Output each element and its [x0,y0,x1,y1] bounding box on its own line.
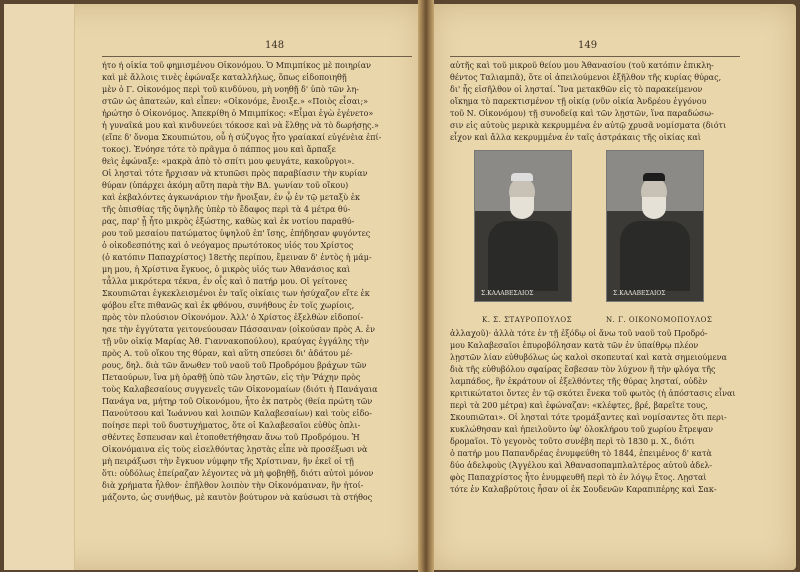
photo-caption-1: Κ. Σ. ΣΤΑΥΡΟΠΟΥΛΟΣ [482,316,573,324]
book-gutter [418,0,434,572]
right-page-body-text-bottom: ἀλλαχοῦ)· ἀλλὰ τότε ἐν τῇ ἐξόδῳ οἱ ἄνω τοῦ ναοῦ τοῦ Προδρό- μου Καλαβεσαῖοι ἐπυροβόλησαν κατὰ τῶν ἐν ὑπαίθρῳ πλέον λῃστῶν λίαν εὐθυβόλως ὡς καλοὶ σκοπευταί καὶ κατὰ σημειούμενα διὰ τῆς εὐθυβόλου σφαίρας ἔσβεσαν τὸν λύχνον ἢ τὴν φλόγα τῆς λαμπάδος, ἣν ἐκράτουν οἱ ἐξελθόντες τῆς θύρας λησταί, οὐδὲν κριτικώτατοι ὄντες ἐν τῷ σκότει ἕνεκα τοῦ φωτὸς (ἡ ἀπόστασις εἶναι περὶ τὰ 200 μέτρα) καὶ ἐφώναζαν: «κλέφτες, βρέ, βαρεῖτε τους, Σκουπιῶται». Οἱ λησταὶ τότε τρομάξαντες καὶ νομίσαντες ὅτι περι- κυκλώθησαν καὶ ἠπειλοῦντο ὑφ' ὁλοκλήρου τοῦ χωρίου ἔτρεψαν δρομαῖοι. Τὸ γεγονὸς τοῦτο συνέβη περὶ τὸ 1830 μ. Χ., διότι ὁ πατήρ μου Παπανδρέας ἐνυμφεύθη τὸ 1844, ἐπειμένος δ' κατὰ δύο ἀδελφοὺς (Ἀγγέλου καὶ Ἀθανασοπαμπλαλτέρος αὐτοῦ ἀδελ- φὸς Παπαχρίστος ἦτο ἐνυμφευθῆ περὶ τὸ ἐν λόγῳ ἔτος. Λῃσταὶ τότε ἐν Καλαβρύτοις ἦσαν οἱ ἐκ Σουδενῶν Καραπιπέρης καὶ Σακ- [450,329,736,494]
right-page-number: 149 [578,40,598,51]
left-page-number: 148 [265,40,285,51]
right-page-body-text-top: αὐτῆς καὶ τοῦ μικροῦ θείου μου Ἀθανασίου (τοῦ κατόπιν ἐπικλη- θέντος Ταλιαμπᾶ), ὅτε οἱ ἀπειλούμενοι ἐξῆλθον τῆς κυρίας θύρας, δι' ἧς εἰσῆλθον οἱ λησταί. Ἵνα μετακθῶν εἰς τὸ παρακείμενον οἴκημα τὸ παρεκτισμένον τῇ οἰκίᾳ (νῦν οἰκία Ἀνδρέου ἐγγόνου τοῦ Ν. Οἰκονόμου) τῇ συνοδείᾳ καὶ τῶν λῃστῶν, ἵνα παραδώσω- σιν εἰς αὐτοὺς μερικὰ κεκρυμμένα ἐν αὐτῷ χρυσᾶ νομίσματα (διότι εἶχον καὶ ἄλλα κεκρυμμένα ἐν ταῖς ἀστράκαις τῆς οἰκίας καὶ [450,61,727,142]
portrait-photo-2 [606,150,704,302]
photo-plate-label-2: Σ.ΚΑΛΑΒΕΣΑΙΟΣ [613,290,666,297]
portrait-photo-1 [474,150,572,302]
photo-caption-2: Ν. Γ. ΟΙΚΟΝΟΜΟΠΟΥΛΟΣ [606,316,713,324]
left-header-rule [102,56,412,57]
left-page-body-text: ήτο ή οἰκία τοῦ φημισμένου Οἰκονόμου. Ὁ Μπιμπίκος μὲ ποιηρίαν καὶ μὲ ἄλλοις τινὲς ἐφώναξε καταλλήλως, ὅπως εἰδοποιηθῇ μὲν ὁ Γ. Οἰκονόμος περὶ τοῦ κινδύνου, μὴ νοηθῇ δ' ὑπὸ τῶν λη- στῶν ὡς ἀπατεών, καὶ εἶπεν: «Οἰκονόμε, ἔνοιξε.» «Ποιὸς εἶσαι;» ἠρώτησ ὁ Οἰκονόμος. Ἀπεκρίθη ὁ Μπιμπίκος: «Εἶμαι ἐγὼ ἐγένετο» ἡ γυναῖκά μου καὶ κινδυνεύει τόκοσε καὶ νὰ ἔλθῃς νὰ τὸ δωρήσῃς.» (εἴπε δ' ὄνομα Σκουπιώτου, οὗ ἡ σύζυγος ἦτο γραίακαί εὐγένὲια ἐπί- τοκος). Ἐνόησε τότε τὸ πρᾶγμα ὁ πάππος μου καὶ ἅρπαξε θεὶς ἐφώναξε: «μακρὰ ἀπὸ τὸ σπίτι μου φευγάτε, κακοῦργοι». Οἱ λησταὶ τότε ἤρχισαν νὰ κτυπῶσι πρὸς παραβίασιν τὴν κυρίαν θύραν (ὑπάρχει ἀκόμη αὕτη παρὰ τὴν ΒΔ. γωνίαν τοῦ οἴκου) καὶ ἐκβαλόντες ἀγκωνάριον τὴν ἤνοιξαν, ἐν ᾧ ἐν τῷ μεταξὺ ἐκ τῆς ὀπισθίας τῆς ὄψηλῆς ὑπὲρ τὸ ἔδαφος περὶ τὰ 4 μέτρα θύ- ρας, παρ' ᾗ ἦτο μικρὸς ἐξώστης, καθὼς καὶ ἐκ νοτίου παραθύ- ρου τοῦ μεσαίου πατώματος ὑψηλοῦ ἐπ' ἴσης, ἐπήδησαν φυγόντες ὁ οἰκοδεσπότης καὶ ὁ νεόγαμος πρωτότοκος υἱός του Χρίστος (ὁ κατόπιν Παπαχρίστος) 18ετὴς περίπου, ἔμειναν δ' ἐντὸς ἡ μάμ- μη μου, ἡ Χρίστινα ἔγκυος, ὁ μικρὸς υἱός των Ἀθανάσιος καὶ τἆλλα μικρότερα τέκνα, ἐν οἷς καὶ ὁ πατήρ μου. Οἱ γείτονες Σκουπιῶται ἐγκεκλεισμένοι ἐν ταῖς οἰκίαις των ἠσύχαζον εἴτε ἐκ φόβου εἴτε πιθανῶς καὶ ἐκ φθόνου, συνήθους ἐν τοῖς χωρίοις, πρὸς τὸν πλούσιον Οἰκονόμον. Ἀλλ' ὁ Χρίστος ἐξελθὼν εἰδοποί- ησε τὴν ἐγγύτατα γειτονεύουσαν Πάσσαιναν (οἰκούσαν πρὸς Α. ἐν τῇ νῦν οἰκίᾳ Μαρίας Ἀθ. Γιαννακοπούλου), κραύγας ἐγγάλης τὴν πρὸς Α. τοῦ οἴκου της θύραν, καὶ αὕτη σπεύσει δι' ἀδάτου μέ- ρους, δηλ. διὰ τῶν ἄνωθεν τοῦ ναοῦ τοῦ Προδρόμου βράχων τῶν Πεταούρων, ἵνα μὴ ὁραθῇ ὑπὸ τῶν ληστῶν, εἰς τὴν Ῥάχην πρὸς τοὺς Καλαβεσαίους συγγενεῖς τῶν Οἰκονομαίων (διότι ἡ Πανάγαια Πανάγα να, μήτηρ τοῦ Οἰκονόμου, ἦτο ἐκ πατρὸς (θεία πρώτη τῶν Πανούτσου καὶ Ἰωάννου καὶ λοιπῶν Καλαβεσαίων) καὶ τοὺς εἰδο- ποίησε περὶ τοῦ δυστυχήματος, ὅτε οἱ Καλαβεσαῖοι εὐθὺς ὁπλι- σθέντες ἔσπευσαν καὶ ἐτοποθετήθησαν ἄνω τοῦ Προδρόμου. Ἡ Οἰκονόμαινα εἰς τοὺς εἰσελθόντας λῃστὰς εἶπε νὰ προσέξωσι νὰ μὴ πειράξωσι τὴν ἔγκυον νύμφην τῆς Χρίστιναν, ἣν ἐκεῖ οἱ τῇ ὅτι: οὐδόλως ἐπείραζαν λέγοντες νὰ μὴ φοβηθῇ, διότι αὐτοὶ μόνον διὰ χρήματα ἦλθον· ἐπῆλθον λοιπὸν τὴν Οἰκονόμαιναν, ἣν ἠτοί- μάζοντο, ὡς συνήθως, μὲ καυτὸν βούτυρον νὰ καύσωσι τὰ στήθος [102,61,382,502]
photo-plate-label-1: Σ.ΚΑΛΑΒΕΣΑΙΟΣ [481,290,534,297]
portrait-photos [474,150,714,310]
right-header-rule [450,56,740,57]
left-page-margin-strip [4,4,75,570]
